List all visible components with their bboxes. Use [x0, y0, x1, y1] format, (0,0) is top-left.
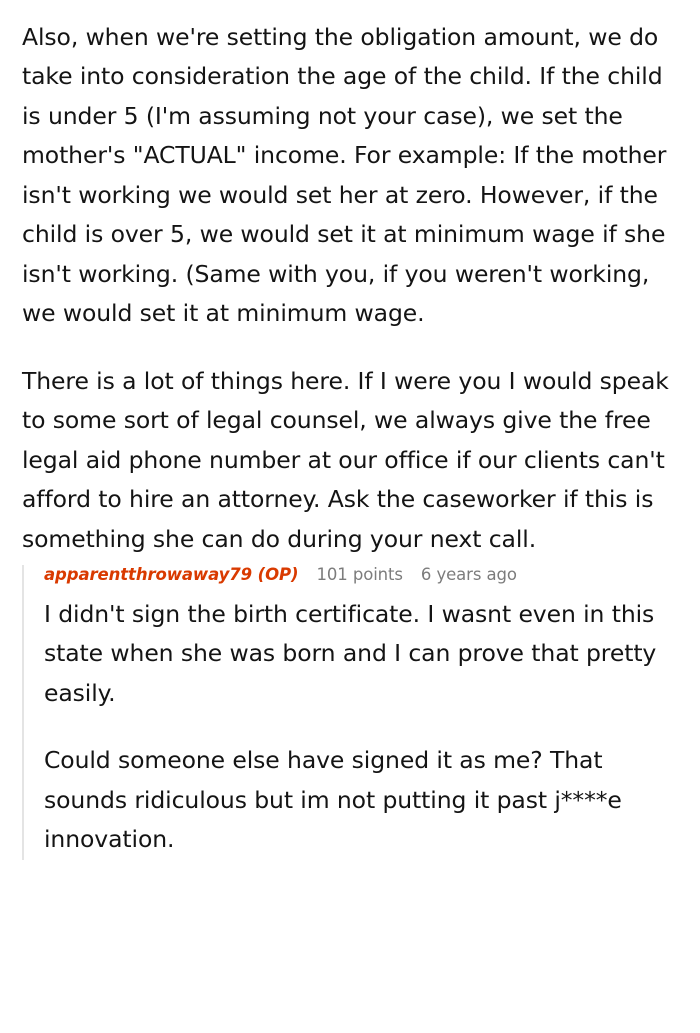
reply-comment: [22, 565, 678, 860]
reply-paragraph-1: I didn't sign the birth certificate. I wasnt even in this state when she was born and I can prove that pretty easily.: [44, 599, 657, 707]
reply-author-link[interactable]: apparentthrowaway79 (OP): [44, 565, 299, 585]
parent-comment-paragraph-2: There is a lot of things here. If I were you I would speak to some sort of legal counsel, we always give the free legal aid phone number at our office if our clients can't afford to hire an attorney. Ask the caseworker if this is something she can do during your next call.: [22, 366, 669, 553]
reply-comment-body: [44, 595, 678, 860]
parent-comment-paragraph-1: Also, when we're setting the obligation amount, we do take into consideration the age of the child. If the child is under 5 (I'm assuming not your case), we set the mother's "ACTUAL" income. For example: If the mother isn't working we would set her at zero. However, if the child is over 5, we would set it at minimum wage if she isn't working. (Same with you, if you weren't working, we would set it at minimum wage.: [22, 23, 667, 328]
reply-points: 101 points: [316, 565, 403, 585]
reply-timestamp: 6 years ago: [420, 565, 517, 585]
reply-meta: [44, 565, 678, 585]
reply-paragraph-2: Could someone else have signed it as me? That sounds ridiculous but im not putting it past j****e innovation.: [44, 746, 622, 854]
parent-comment-body: [22, 18, 678, 559]
